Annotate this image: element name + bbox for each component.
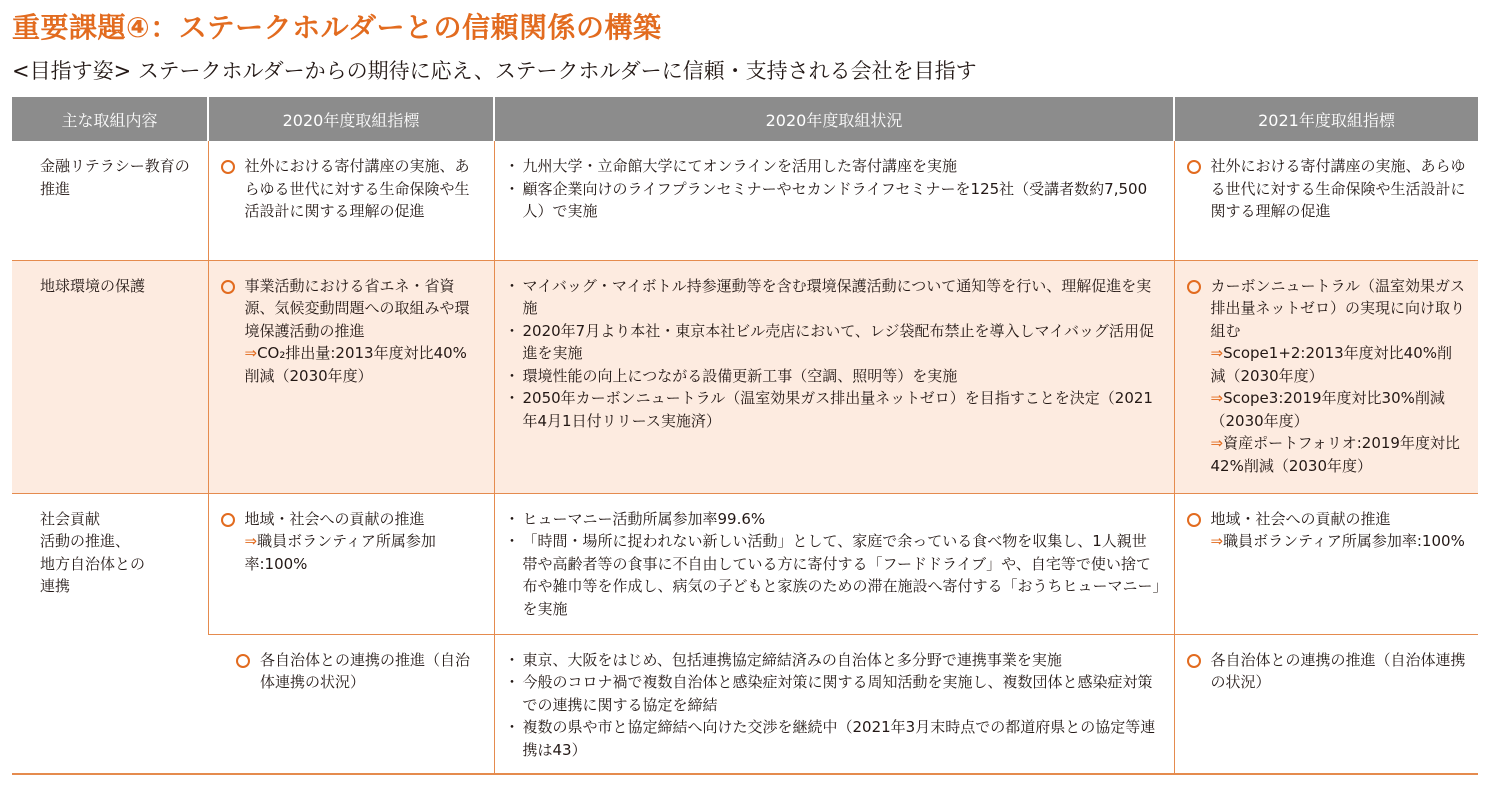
target-2020-cell — [208, 634, 494, 774]
status-item: ・ 2020年7月より本社・東京本社ビル売店において、レジ袋配布禁止を導入しマイバッグ活用促進を実施 — [523, 320, 1162, 365]
status-item: ・ 東京、大阪をはじめ、包括連携協定締結済みの自治体と多分野で連携事業を実施 — [523, 649, 1162, 672]
sub-target — [221, 530, 482, 575]
status-item: ・ 今般のコロナ禍で複数自治体と感染症対策に関する周知活動を実施し、複数団体と感染症対策での連携に関する協定を締結 — [523, 671, 1162, 716]
header-2021-targets: 2021年度取組指標 — [1174, 97, 1478, 141]
arrow-icon: ⇒ — [244, 532, 258, 550]
circle-bullet-icon — [1187, 654, 1201, 668]
target-2021-cell — [1174, 141, 1478, 260]
table-row — [12, 634, 1478, 774]
page-title: 重要課題④：ステークホルダーとの信頼関係の構築 — [12, 11, 662, 44]
target-text: 事業活動における省エネ・省資源、気候変動問題への取組みや環境保護活動の推進 — [244, 276, 470, 340]
target-text: 地域・社会への貢献の推進 — [1210, 509, 1391, 528]
sub-target-text: Scope3:2019年度対比30%削減（2030年度） — [1210, 389, 1445, 430]
target-item — [1187, 649, 1467, 694]
header-2020-targets: 2020年度取組指標 — [208, 97, 494, 141]
target-2020-cell — [208, 493, 494, 634]
initiative-name — [12, 260, 208, 493]
sub-target-text: 職員ボランティア所属参加率:100% — [244, 532, 436, 573]
sub-target-text: 職員ボランティア所属参加率:100% — [1223, 532, 1465, 550]
initiative-name — [12, 493, 208, 774]
status-list — [507, 508, 1162, 621]
target-text: 各自治体との連携の推進（自治体連携の状況） — [260, 650, 471, 691]
arrow-icon: ⇒ — [1210, 532, 1224, 550]
circle-bullet-icon — [221, 513, 235, 527]
circle-bullet-icon — [1187, 513, 1201, 527]
header-main-initiatives: 主な取組内容 — [12, 97, 208, 141]
circle-bullet-icon — [1187, 160, 1201, 174]
status-item: ・ 環境性能の向上につながる設備更新工事（空調、照明等）を実施 — [523, 365, 1162, 388]
status-item: ・ 2050年カーボンニュートラル（温室効果ガス排出量ネットゼロ）を目指すことを決定（2021年4月1日付リリース実施済） — [523, 387, 1162, 432]
initiative-name-text: 地球環境の保護 — [40, 276, 146, 295]
circle-bullet-icon — [221, 160, 235, 174]
arrow-icon: ⇒ — [1210, 344, 1224, 362]
status-item: ・ 顧客企業向けのライフプランセミナーやセカンドライフセミナーを125社（受講者数約7,500人）で実施 — [523, 178, 1162, 223]
arrow-icon: ⇒ — [244, 344, 258, 362]
sub-target — [1187, 342, 1467, 387]
table-row — [12, 260, 1478, 493]
sub-target — [1187, 432, 1467, 477]
target-item — [1187, 275, 1467, 343]
status-2020-cell — [494, 634, 1174, 774]
status-item: ・ 複数の県や市と協定締結へ向けた交渉を継続中（2021年3月末時点での都道府県との協定等連携は43） — [523, 716, 1162, 761]
target-2021-cell — [1174, 493, 1478, 634]
target-text: 各自治体との連携の推進（自治体連携の状況） — [1210, 650, 1466, 691]
circle-bullet-icon — [236, 654, 250, 668]
table-row — [12, 141, 1478, 260]
target-item — [221, 275, 482, 343]
initiative-name-text: 金融リテラシー教育の推進 — [40, 157, 190, 198]
sub-target — [1187, 530, 1467, 553]
target-text: 地域・社会への貢献の推進 — [244, 509, 425, 528]
circle-bullet-icon — [1187, 280, 1201, 294]
sub-target-text: Scope1+2:2013年度対比40%削減（2030年度） — [1210, 344, 1452, 385]
header-2020-status: 2020年度取組状況 — [494, 97, 1174, 141]
status-list — [507, 155, 1162, 223]
target-2020-cell — [208, 260, 494, 493]
sub-target — [221, 342, 482, 387]
sub-target-text: 資産ポートフォリオ:2019年度対比42%削減（2030年度） — [1210, 434, 1460, 475]
table-row — [12, 493, 1478, 634]
status-item: ・ ヒューマニー活動所属参加率99.6% — [523, 508, 1162, 531]
status-list — [507, 275, 1162, 433]
page-subtitle: <目指す姿> ステークホルダーからの期待に応え、ステークホルダーに信頼・支持される会社を目指す — [12, 59, 977, 83]
sub-target — [1187, 387, 1467, 432]
table-header-row — [12, 97, 1478, 141]
arrow-icon: ⇒ — [1210, 389, 1224, 407]
target-text: 社外における寄付講座の実施、あらゆる世代に対する生命保険や生活設計に関する理解の促進 — [1210, 157, 1466, 220]
status-item: ・ マイバッグ・マイボトル持参運動等を含む環境保護活動について通知等を行い、理解促進を実施 — [523, 275, 1162, 320]
status-2020-cell — [494, 260, 1174, 493]
target-text: 社外における寄付講座の実施、あらゆる世代に対する生命保険や生活設計に関する理解の促進 — [244, 157, 470, 220]
initiative-name — [12, 141, 208, 260]
target-2021-cell — [1174, 260, 1478, 493]
circle-bullet-icon — [221, 280, 235, 294]
status-2020-cell — [494, 141, 1174, 260]
initiative-name-text: 社会貢献 活動の推進、 地方自治体との 連携 — [40, 509, 146, 595]
target-item — [221, 508, 482, 531]
target-item — [1187, 508, 1467, 531]
target-text: カーボンニュートラル（温室効果ガス排出量ネットゼロ）の実現に向け取り組む — [1210, 276, 1466, 340]
target-2020-cell — [208, 141, 494, 260]
arrow-icon: ⇒ — [1210, 434, 1224, 452]
target-item — [1187, 155, 1467, 223]
status-item: ・ 「時間・場所に捉われない新しい活動」として、家庭で余っている食べ物を収集し、1人親世帯や高齢者等の食事に不自由している方に寄付する「フードドライブ」や、自宅等で使い捨て布や雑巾等を作成し、病気の子どもと家族のための滞在施設へ寄付する「おうちヒューマニー」を実施 — [523, 530, 1162, 620]
status-list — [507, 649, 1162, 762]
target-2021-cell — [1174, 634, 1478, 774]
sub-target-text: CO₂排出量:2013年度対比40%削減（2030年度） — [244, 344, 467, 385]
target-item — [236, 649, 482, 694]
status-item: ・ 九州大学・立命館大学にてオンラインを活用した寄付講座を実施 — [523, 155, 1162, 178]
initiatives-table — [12, 97, 1478, 775]
target-item — [221, 155, 482, 223]
status-2020-cell — [494, 493, 1174, 634]
